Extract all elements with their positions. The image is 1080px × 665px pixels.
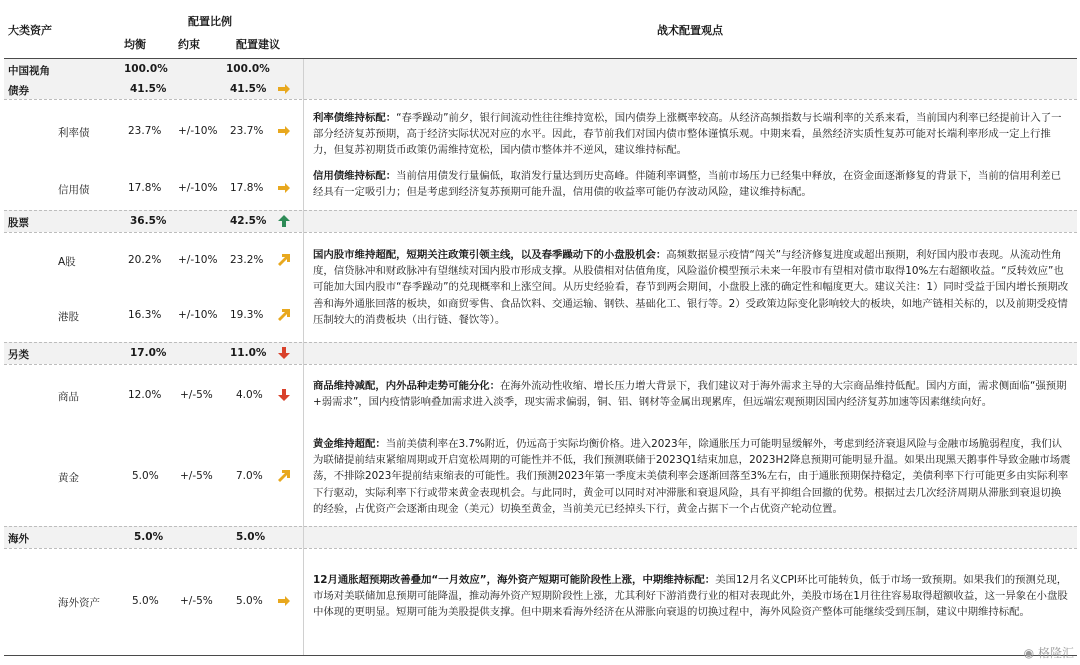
row-credit-bond-rec: 17.8% [230, 182, 264, 194]
row-overseas-asset-rec: 5.0% [236, 595, 263, 607]
view-equity-text: 高频数据显示疫情“闯关”与经济修复进度或超出预期，利好国内股市表现。从流动性角度，信贷脉冲和财政脉冲有望继续对国内股市形成支撑。从股债相对估值角度，风险溢价模型预示未来一年股市有望相对债市取得10%左右超额收益。“反转效应”也可能加大国内股市“春季躁动”的兑现概率和上涨空间。从历史经验看，春节到两会期间，小盘股上涨的确定性和幅度更大。建议关注：1）同时受益于国内增长预期改善和海外通胀回落的板块，如商贸零售、食品饮料、交通运输、钢铁、基础化工、银行等。2）受政策边际变化影响较大的板块，如地产链相关标的，以及前期受疫情压制较大的消费板块（出行链、餐饮等）。 [313, 249, 1069, 326]
row-credit-bond-constraint: +/-10% [178, 182, 218, 194]
down-arrow-icon [277, 346, 291, 360]
row-gold-rec: 7.0% [236, 470, 263, 482]
header-divider [4, 58, 1077, 59]
view-gold [313, 436, 1071, 517]
row-overseas-balanced: 5.0% [134, 531, 164, 543]
row-equity-balanced: 36.5% [130, 215, 167, 227]
row-gold-balanced: 5.0% [132, 470, 159, 482]
view-credit-bond [313, 168, 1071, 200]
view-rate-bond-text: “春季躁动”前夕，银行间流动性往往维持宽松，国内债券上涨概率较高。从经济高频指数与长端利率的关系来看，当前国内利率已经提前计入了一部分经济复苏预期，高于经济实际状况对应的水平。因此，春节前我们对国内债市整体谨慎乐观。中期来看，虽然经济实质性复苏可能对长端利率形成一定上行推力，但复苏初期货币政策仍需维持宽松，国内债市整体并不逆风，建议维持标配。 [313, 112, 1062, 157]
row-divider [4, 364, 1077, 365]
row-hk-share-constraint: +/-10% [178, 309, 218, 321]
row-alternative-balanced: 17.0% [130, 347, 167, 359]
row-divider [4, 342, 1077, 343]
row-divider [4, 526, 1077, 527]
row-hk-share-balanced: 16.3% [128, 309, 162, 321]
view-gold-lead: 黄金维持超配： [313, 438, 386, 450]
view-commodity-text: 在海外流动性收缩、增长压力增大背景下，我们建议对于海外需求主导的大宗商品维持低配。国内方面，需求侧面临“强预期+弱需求”，国内疫情影响叠加需求进入淡季，现实需求偏弱，铜、铝、钢材等金属出现累库，但远端宏观预期因国内经济复苏加速等因素继续向好。 [313, 380, 1067, 409]
row-rate-bond-balanced: 23.7% [128, 125, 162, 137]
row-hk-share-rec: 19.3% [230, 309, 264, 321]
row-credit-bond-balanced: 17.8% [128, 182, 162, 194]
table-bottom-line [4, 655, 1077, 656]
view-overseas [313, 572, 1071, 621]
row-overseas-asset-name: 海外资产 [58, 597, 100, 609]
flat-arrow-icon [277, 82, 291, 96]
view-overseas-lead: 12月通胀超预期改善叠加“一月效应”，海外资产短期可能阶段性上涨，中期维持标配： [313, 574, 716, 586]
watermark-logo-icon: ◉ [1023, 646, 1035, 660]
row-divider [4, 548, 1077, 549]
up-right-arrow-icon [277, 469, 291, 483]
view-gold-text: 当前美债利率在3.7%附近，仍远高于实际均衡价格。进入2023年，除通胀压力可能明显缓解外，考虑到经济衰退风险与金融市场脆弱程度，我们认为联储提前结束紧缩周期或开启宽松周期的可能性并不低，我们预测联储于2023Q1结束加息，2023H2降息预期可能明显升温。如果出现黑天鹅事件导致金融市场震荡，不排除2023年提前结束缩表的可能性。我们预测2023年第一季度末美债利率会逐渐回落至3%左右，由于通胀预期保持稳定，美债利率下行可能更多由实际利率下行驱动，实际利率下行或带来黄金表现机会。与此同时，黄金可以同时对冲滞胀和衰退风险，具有平抑组合回撤的优势。根据过去几次经济周期从滞胀到衰退切换的经验，占优资产会逐渐由现金（美元）切换至黄金，当前美元已经掉头下行，黄金占据下一个占优资产轮动位置。 [313, 438, 1071, 515]
header-allocation-ratio: 配置比例 [188, 15, 232, 28]
row-credit-bond-name: 信用债 [58, 184, 90, 196]
row-overseas-asset-constraint: +/-5% [180, 595, 213, 607]
row-overseas-rec: 5.0% [236, 531, 266, 543]
row-china-name: 中国视角 [8, 65, 50, 77]
row-gold-constraint: +/-5% [180, 470, 213, 482]
watermark [1024, 644, 1074, 661]
view-commodity [313, 378, 1071, 410]
row-overseas-name: 海外 [8, 533, 29, 545]
up-right-arrow-icon [277, 308, 291, 322]
row-equity-rec: 42.5% [230, 215, 267, 227]
row-equity-name: 股票 [8, 217, 29, 229]
row-bond-name: 债券 [8, 85, 29, 97]
header-balanced: 均衡 [124, 38, 146, 51]
watermark-text: 格隆汇 [1037, 646, 1074, 660]
up-right-arrow-icon [277, 253, 291, 267]
up-arrow-icon [277, 214, 291, 228]
row-a-share-rec: 23.2% [230, 254, 264, 266]
flat-arrow-icon [277, 181, 291, 195]
row-hk-share-name: 港股 [58, 311, 79, 323]
row-commodity-name: 商品 [58, 391, 79, 403]
row-divider [4, 99, 1077, 100]
row-overseas-asset-balanced: 5.0% [132, 595, 159, 607]
row-divider [4, 232, 1077, 233]
view-column-divider [303, 59, 304, 655]
overseas-row-bg [4, 526, 1077, 548]
row-alternative-rec: 11.0% [230, 347, 267, 359]
row-commodity-rec: 4.0% [236, 389, 263, 401]
down-arrow-icon [277, 388, 291, 402]
row-divider [4, 210, 1077, 211]
row-a-share-balanced: 20.2% [128, 254, 162, 266]
row-bond-balanced: 41.5% [130, 83, 167, 95]
row-rate-bond-name: 利率债 [58, 127, 90, 139]
row-a-share-constraint: +/-10% [178, 254, 218, 266]
row-china-balanced: 100.0% [124, 63, 168, 75]
row-alternative-name: 另类 [8, 349, 29, 361]
row-rate-bond-constraint: +/-10% [178, 125, 218, 137]
row-a-share-name: A股 [58, 256, 76, 268]
view-equity-lead: 国内股市维持超配，短期关注政策引领主线，以及春季躁动下的小盘股机会： [313, 249, 667, 261]
flat-arrow-icon [277, 124, 291, 138]
flat-arrow-icon [277, 594, 291, 608]
row-gold-name: 黄金 [58, 472, 79, 484]
row-commodity-constraint: +/-5% [180, 389, 213, 401]
view-credit-bond-text: 当前信用债发行量偏低，取消发行量达到历史高峰。伴随利率调整，当前市场压力已经集中释放，在资金面逐渐修复的背景下，当前的信用利差已经具有一定吸引力；但是考虑到经济复苏预期可能升温，信用债的收益率可能仍存波动风险，建议维持标配。 [313, 170, 1062, 199]
header-asset-class: 大类资产 [8, 24, 52, 37]
header-constraint: 约束 [178, 38, 200, 51]
row-china-rec: 100.0% [226, 63, 270, 75]
row-commodity-balanced: 12.0% [128, 389, 162, 401]
view-commodity-lead: 商品维持减配，内外品种走势可能分化： [313, 380, 501, 392]
view-credit-bond-lead: 信用债维持标配： [313, 170, 397, 182]
row-bond-rec: 41.5% [230, 83, 267, 95]
header-viewpoint: 战术配置观点 [657, 24, 723, 37]
view-equity [313, 247, 1071, 328]
view-overseas-text: 美国12月名义CPI环比可能转负，低于市场一致预期。如果我们的预测兑现，市场对美联储加息预期可能降温，推动海外资产短期阶段性上涨，尤其利好下游消费行业的相对表现此外，美股市场在1月往往容易取得超额收益，这一异象在小盘股中体现的更明显。短期可能为美股提供支撑。但中期来看海外经济在从滞胀向衰退的切换过程中，海外风险资产整体可能继续受到压制，建议中期维持标配。 [313, 574, 1068, 619]
view-rate-bond [313, 110, 1071, 159]
view-rate-bond-lead: 利率债维持标配： [313, 112, 397, 124]
row-rate-bond-rec: 23.7% [230, 125, 264, 137]
header-recommendation: 配置建议 [236, 38, 280, 51]
